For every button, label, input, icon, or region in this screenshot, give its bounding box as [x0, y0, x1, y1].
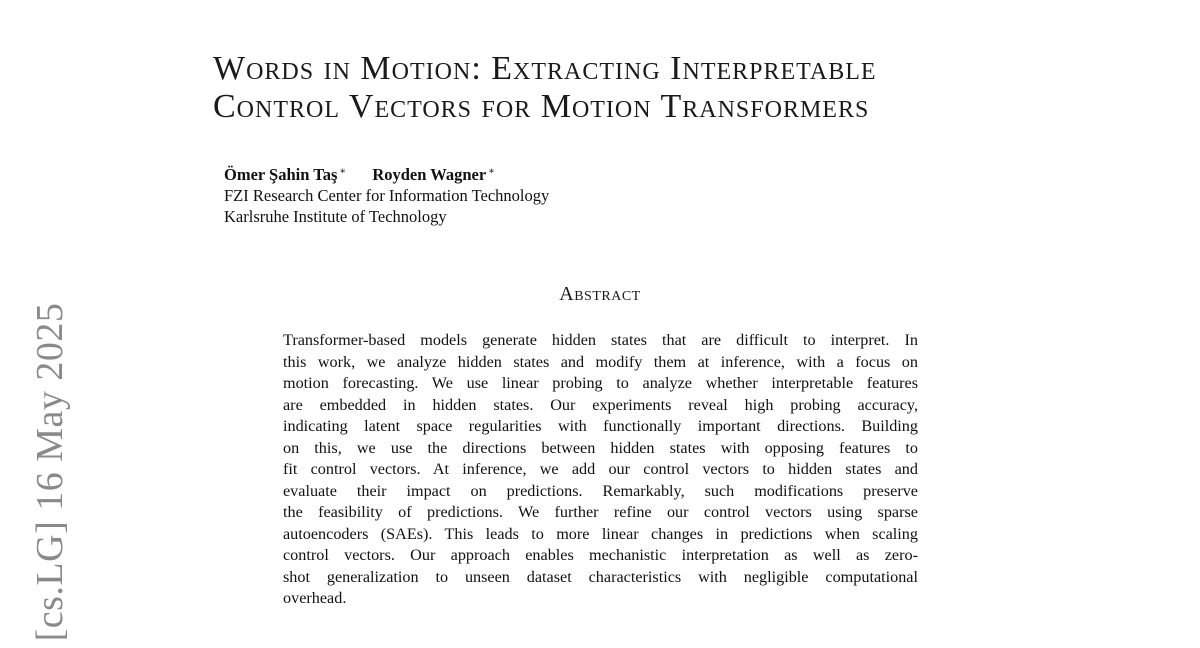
abstract-line: shot generalization to unseen dataset characteristics with negligible computational — [283, 567, 918, 586]
author-marker: ∗ — [488, 166, 495, 177]
abstract-heading: Abstract — [559, 283, 641, 305]
abstract-line: autoencoders (SAEs). This leads to more linear changes in predictions when scaling — [283, 524, 918, 543]
abstract-line: control vectors. Our approach enables mechanistic interpretation as well as zero- — [283, 546, 918, 564]
author-name: Ömer Şahin Taş — [224, 165, 338, 184]
abstract-body — [283, 330, 918, 610]
author-name: Royden Wagner — [372, 165, 487, 184]
author-marker: ∗ — [339, 166, 347, 177]
affiliation: FZI Research Center for Information Technology — [224, 186, 550, 205]
abstract-line: this work, we analyze hidden states and modify them at inference, with a focus on — [283, 352, 918, 371]
author-names — [224, 161, 549, 185]
abstract-line: the feasibility of predictions. We further refine our control vectors using sparse — [283, 503, 918, 521]
abstract-line: fit control vectors. At inference, we add our control vectors to hidden states and — [283, 460, 918, 478]
author — [372, 165, 495, 184]
author-block — [224, 161, 549, 227]
abstract-line: overhead. — [283, 589, 347, 607]
abstract-line: indicating latent space regularities with functionally important directions. Building — [283, 417, 918, 435]
author — [224, 165, 346, 184]
title-line: Control Vectors for Motion Transformers — [213, 88, 870, 125]
abstract-line: on this, we use the directions between hidden states with opposing features to — [283, 438, 918, 457]
abstract-line: are embedded in hidden states. Our experiments reveal high probing accuracy, — [283, 395, 918, 414]
abstract-line: motion forecasting. We use linear probing to analyze whether interpretable features — [283, 374, 918, 392]
abstract-line: evaluate their impact on predictions. Remarkably, such modifications preserve — [283, 481, 918, 500]
title-line: Words in Motion: Extracting Interpretable — [213, 50, 877, 87]
paper-title — [213, 50, 1113, 126]
arxiv-side-stamp: [cs.LG] 16 May 2025 — [29, 302, 71, 642]
affiliation: Karlsruhe Institute of Technology — [224, 207, 447, 226]
abstract-line: Transformer-based models generate hidden states that are difficult to interpret. In — [283, 331, 918, 349]
